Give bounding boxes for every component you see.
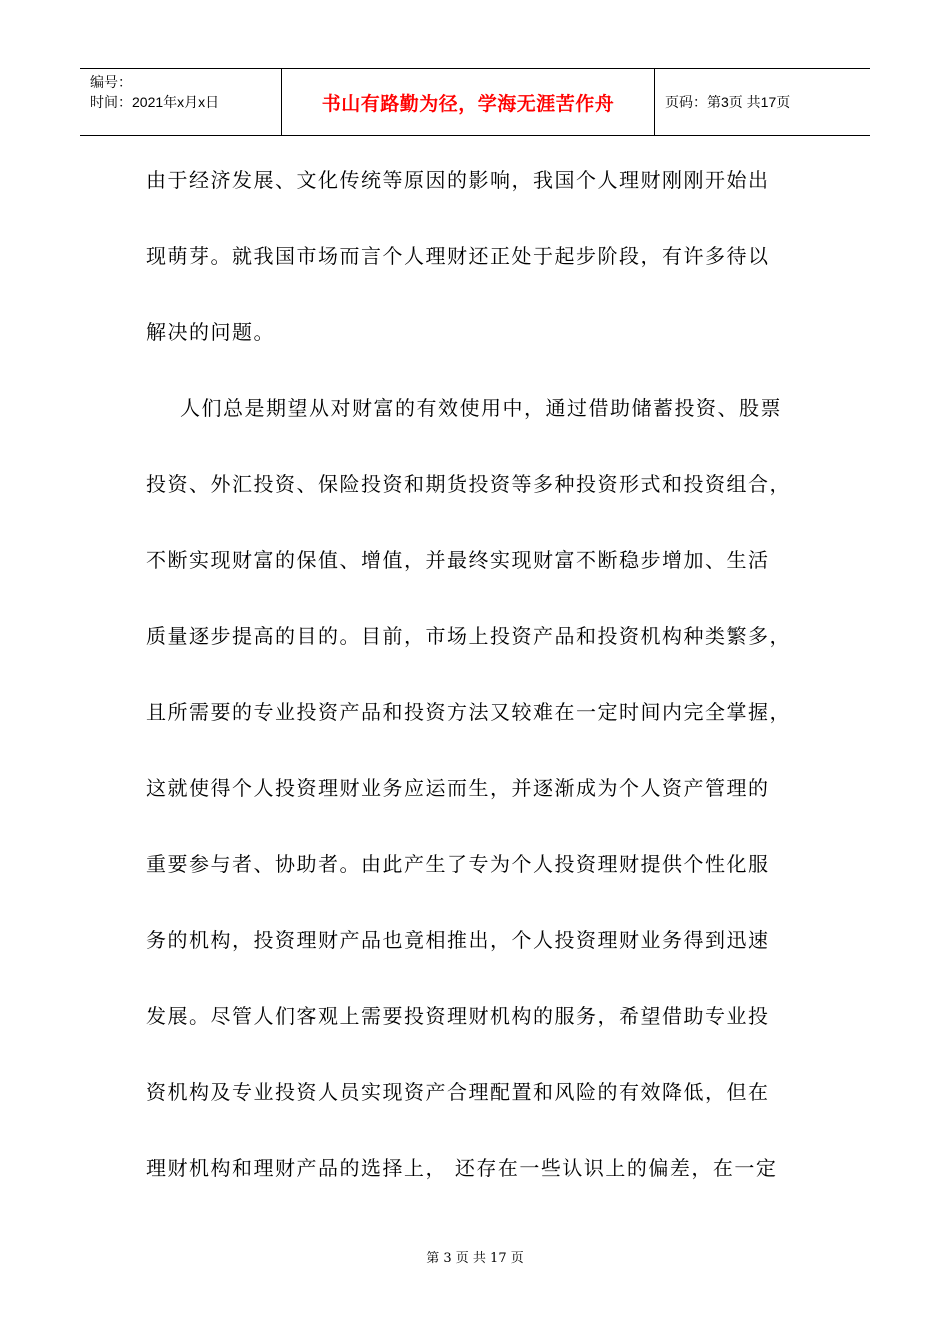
- text-line: 这就使得个人投资理财业务应运而生，并逐渐成为个人资产管理的: [146, 776, 770, 800]
- header-table: [80, 68, 870, 136]
- header-meta-cell: [80, 69, 282, 135]
- header-motto-cell: [282, 69, 655, 135]
- text-line: 且所需要的专业投资产品和投资方法又较难在一定时间内完全掌握，: [146, 700, 791, 724]
- motto: 书山有路勤为径，学海无涯苦作舟: [321, 92, 615, 115]
- text-line: 务的机构，投资理财产品也竟相推出，个人投资理财业务得到迅速: [146, 928, 770, 952]
- number-label: 编号：: [90, 74, 132, 90]
- page-info: 页码：第3页 共17页: [665, 94, 791, 110]
- text-line: 资机构及专业投资人员实现资产合理配置和风险的有效降低，但在: [146, 1080, 770, 1104]
- text-line: 发展。尽管人们客观上需要投资理财机构的服务，希望借助专业投: [146, 1004, 770, 1028]
- text-line: 理财机构和理财产品的选择上， 还存在一些认识上的偏差，在一定: [146, 1156, 778, 1180]
- text-line: 质量逐步提高的目的。目前，市场上投资产品和投资机构种类繁多，: [146, 624, 791, 648]
- text-line: 现萌芽。就我国市场而言个人理财还正处于起步阶段，有许多待以: [146, 244, 770, 268]
- text-line: 人们总是期望从对财富的有效使用中，通过借助储蓄投资、股票: [180, 396, 782, 420]
- text-line: 由于经济发展、文化传统等原因的影响，我国个人理财刚刚开始出: [146, 168, 770, 192]
- text-line: 不断实现财富的保值、增值，并最终实现财富不断稳步增加、生活: [146, 548, 770, 572]
- text-line: 解决的问题。: [146, 320, 275, 344]
- text-line: 投资、外汇投资、保险投资和期货投资等多种投资形式和投资组合，: [146, 472, 791, 496]
- header-page-cell: [655, 69, 870, 135]
- page-footer: 第 3 页 共 17 页: [426, 1251, 524, 1266]
- text-line: 重要参与者、协助者。由此产生了专为个人投资理财提供个性化服: [146, 852, 770, 876]
- document-body: [146, 160, 826, 1224]
- time-label: 时间：2021年x月x日: [90, 94, 220, 110]
